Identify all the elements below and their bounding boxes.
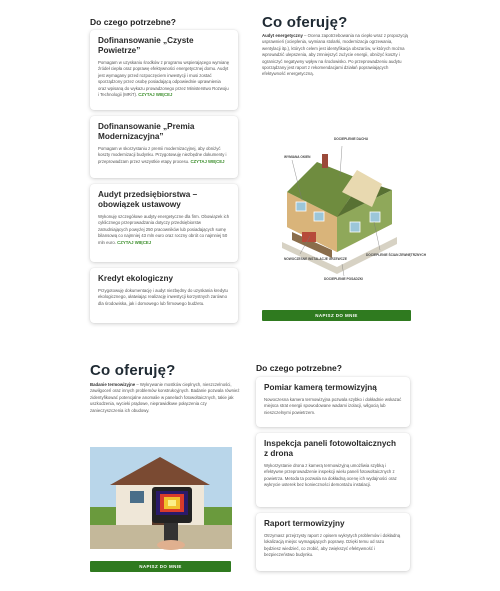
- card-text: Wykonuję szczegółowe audyty energetyczne dla firm. Obowiązek ich cyklicznego przeprowadzania dotyczy przedsiębiorstw zatrudniających powyżej 250 pracowników lub posiadających sumę bilansową co najmniej 43 mln euro oraz roczny obrót co najmniej 50 mln euro. CZYTAJ WIĘCEJ: [98, 214, 230, 245]
- energy-audit-house-illustration: [262, 132, 427, 284]
- house-label-roof: DOCIEPLENIE DACHU: [334, 137, 369, 141]
- card-czyste-powietrze: [90, 30, 238, 110]
- card-inspekcja-drona: [256, 433, 410, 507]
- house-label-heating: NOWOCZESNE INSTALACJE GRZEWCZE: [284, 257, 347, 261]
- card-title: Pomiar kamerą termowizyjną: [264, 383, 377, 392]
- house-label-windows: WYMIANA OKIEN: [284, 155, 311, 159]
- section-title-offer-2: Co oferuję?: [90, 362, 176, 379]
- section-title-offer: Co oferuję?: [262, 14, 348, 31]
- house-label-floor: DOCIEPLENIE POSADZKI: [324, 277, 363, 281]
- card-premia-modernizacyjna: [90, 116, 238, 178]
- section-title-needs-2: Do czego potrzebne?: [256, 363, 342, 373]
- section-title-needs: Do czego potrzebne?: [90, 17, 176, 27]
- offer-description-2: Badanie termowizyjne – Wykrywanie mostków cieplnych, nieszczelności, zawilgoceń oraz innych problemów konstrukcyjnych. Badanie pozwala również zidentyfikować potencjalne anomalie w panelach fotowoltaicznych, takie jak uszkodzenia, wycieki prądowe, nieprawidłowe połączenia czy zanieczyszczenia ich obudowy.: [90, 382, 240, 413]
- card-text: Nowoczesna kamera termowizyjna pozwala szybko i dokładnie wskazać miejsca strat energii spowodowane wadami izolacji, wilgocią lub nieszczelnymi powietrzem.: [264, 397, 402, 415]
- card-title: Audyt przedsiębiorstwa – obowiązek ustawowy: [98, 190, 198, 209]
- offer-description: Audyt energetyczny – Ocena zapotrzebowania na ciepło wraz z propozycją usprawnień (ocieplenia, wymiana stolarki, modernizacja ogrzewania, wentylacji itp.), których celem jest identyfikacja obszarów, w których można wprowadzić ulepszenia, aby zmniejszyć zużycie energii, obniżyć koszty i ograniczyć negatywny wpływ na środowisko. Po przeprowadzeniu audytu sporządzany jest raport z rekomendacjami działań poprawiających efektywność energetyczną.: [262, 33, 408, 77]
- card-title: Inspekcja paneli fotowoltaicznych z drona: [264, 439, 396, 458]
- card-raport-termowizyjny: [256, 513, 410, 571]
- card-kredyt-ekologiczny: [90, 268, 238, 323]
- read-more-link[interactable]: CZYTAJ WIĘCEJ: [117, 239, 152, 245]
- card-title: Raport termowizyjny: [264, 519, 345, 528]
- card-pomiar-kamera: [256, 377, 410, 427]
- thermal-camera-photo: [90, 447, 232, 549]
- card-text: Wykorzystanie drona z kamerą termowizyjną umożliwia szybką i efektywne przeprowadzenie inspekcji wielu paneli fotowoltaicznych z powietrza. Metoda ta pozwala na dokładną ocenę ich wydajności oraz wykrycie usterek bez konieczności demontażu instalacji.: [264, 463, 397, 488]
- contact-button-top[interactable]: NAPISZ DO MNIE: [262, 310, 411, 321]
- house-label-walls: DOCIEPLENIE ŚCIAN ZEWNĘTRZNYCH: [366, 253, 427, 257]
- card-text: Otrzymasz przejrzysty raport z opisem wykrytych problemów i dokładną lokalizacją miejsc wymagających poprawy. Dzięki temu od razu będziesz wiedzieć, co zrobić, aby zwiększyć efektywność i bezpieczeństwo budynku.: [264, 533, 401, 558]
- read-more-link[interactable]: CZYTAJ WIĘCEJ: [190, 158, 225, 164]
- card-title: Dofinansowanie „Czyste Powietrze”: [98, 36, 194, 55]
- contact-button-bottom[interactable]: NAPISZ DO MNIE: [90, 561, 231, 572]
- card-text: Przygotowuję dokumentację i audyt niezbędny do uzyskania kredytu ekologicznego, ułatwiając realizację inwestycji korzystnych zarówno dla środowiska, jak i domowego lub firmowego budżetu.: [98, 288, 228, 306]
- card-title: Kredyt ekologiczny: [98, 274, 174, 283]
- card-title: Dofinansowanie „Premia Modernizacyjna”: [98, 122, 195, 141]
- read-more-link[interactable]: CZYTAJ WIĘCEJ: [138, 92, 173, 98]
- card-text: Pomagam w skorzystaniu z premii modernizacyjnej, aby obniżyć koszty modernizacji budynku. Przygotowuję niezbędne dokumenty i przeprowadzam przez wszystkie etapy procesu. CZYTAJ WIĘCEJ: [98, 146, 227, 164]
- card-text: Pomagam w uzyskaniu środków z programu wspierającego wymianę źródeł ciepła oraz poprawę efektywności energetycznej domu. Audyt jest wymagany przed rozpoczęciem inwestycji i musi zostać sporządzony przez osobę posiadającą odpowiednie uprawnienia oraz wpisaną do wykazu prowadzonego przez Ministerstwo Rozwoju i Technologii (MRiT). CZYTAJ WIĘCEJ: [98, 60, 230, 98]
- card-audyt-przedsiebiorstwa: [90, 184, 238, 262]
